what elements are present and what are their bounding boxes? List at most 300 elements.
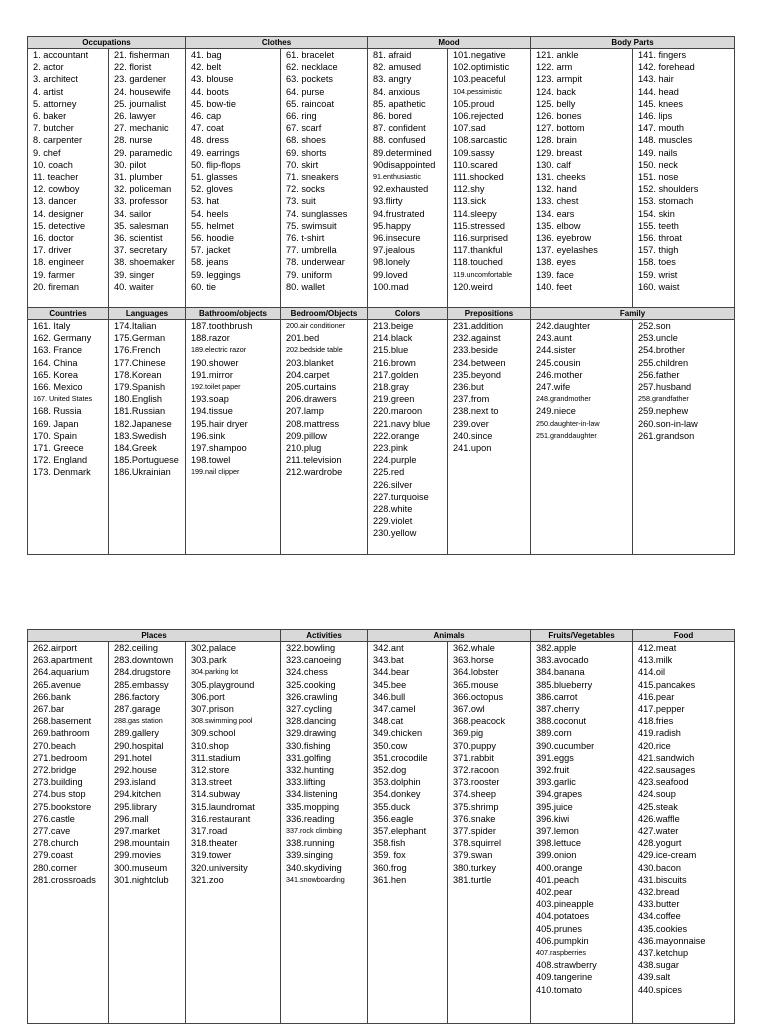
vocab-item: 179.Spanish	[114, 382, 166, 393]
vocab-item: 258.grandfather	[638, 394, 689, 404]
vocab-item: 200.air conditioner	[286, 321, 346, 330]
vocab-item: 58. jeans	[191, 257, 229, 268]
vocab-item: 403.pineapple	[536, 899, 594, 910]
vocab-item: 119.uncomfortable	[453, 269, 513, 279]
vocab-item: 91.enthusiastic	[373, 172, 421, 182]
vocab-item: 392.fruit	[536, 765, 570, 776]
vocab-item: 288.gas station	[114, 716, 163, 726]
vocab-item: 172. England	[33, 455, 88, 466]
vocab-item: 406.pumpkin	[536, 935, 589, 946]
vocab-item: 83. angry	[373, 74, 412, 85]
vocab-item: 376.snake	[453, 813, 496, 824]
vocab-item: 213.beige	[373, 321, 414, 331]
vocab-item: 11. teacher	[33, 172, 79, 183]
vocab-item: 1. accountant	[33, 50, 89, 60]
vocab-item: 250.daughter-in-law	[536, 418, 600, 428]
vocab-item: 2. actor	[33, 62, 64, 73]
vocab-item: 27. mechanic	[114, 123, 169, 134]
vocab-item: 141. fingers	[638, 50, 687, 60]
vocab-item: 373.rooster	[453, 777, 500, 788]
vocab-item: 375.shrimp	[453, 801, 499, 812]
vocab-item: 38. shoemaker	[114, 257, 175, 268]
vocab-item: 7. butcher	[33, 123, 74, 134]
vocab-item: 267.bar	[33, 704, 65, 715]
vocab-item: 234.between	[453, 357, 506, 368]
header-food: Food	[633, 630, 735, 642]
vocab-item: 374.sheep	[453, 789, 496, 800]
vocab-item: 170. Spain	[33, 430, 77, 441]
vocab-item: 251.granddaughter	[536, 430, 597, 440]
vocab-item: 401.peach	[536, 874, 579, 885]
header-countries: Countries	[28, 308, 109, 320]
vocab-item: 189.electric razor	[191, 345, 247, 355]
vocab-item: 227.turquoise	[373, 491, 429, 502]
vocab-item: 180.English	[114, 394, 163, 405]
vocab-item: 333.lifting	[286, 777, 326, 788]
vocab-item: 32. policeman	[114, 184, 172, 195]
vocab-item: 343.bat	[373, 655, 404, 666]
vocab-item: 108.sarcastic	[453, 135, 508, 146]
vocab-item: 113.sick	[453, 196, 487, 207]
vocab-item: 14. designer	[33, 208, 84, 219]
vocab-item: 303.park	[191, 655, 227, 666]
vocab-item: 254.brother	[638, 345, 686, 356]
vocab-item: 130. calf	[536, 159, 571, 170]
vocab-item: 249.niece	[536, 406, 576, 417]
vocab-item: 162. Germany	[33, 333, 92, 344]
vocab-item: 377.spider	[453, 826, 496, 837]
vocab-item: 149. nails	[638, 147, 678, 158]
vocab-item: 89.determined	[373, 147, 432, 158]
vocab-item: 395.juice	[536, 801, 573, 812]
vocab-item: 223.pink	[373, 443, 408, 454]
vocab-item: 440.spices	[638, 984, 682, 995]
vocab-item: 230.yellow	[373, 528, 417, 539]
vocab-item: 76. t-shirt	[286, 233, 325, 244]
vocab-item: 264.aquarium	[33, 667, 90, 678]
vocab-item: 148. muscles	[638, 135, 693, 146]
vocab-item: 173. Denmark	[33, 467, 91, 478]
vocab-item: 240.since	[453, 430, 493, 441]
vocab-item: 33. professor	[114, 196, 168, 207]
vocab-item: 51. glasses	[191, 172, 238, 183]
vocab-item: 214.black	[373, 333, 413, 344]
vocab-item: 287.garage	[114, 704, 161, 715]
vocab-item: 158. toes	[638, 257, 676, 268]
vocab-item: 144. head	[638, 86, 679, 97]
vocab-item: 167. United States	[33, 394, 93, 404]
vocab-item: 270.beach	[33, 740, 76, 751]
vocab-item: 356.eagle	[373, 813, 414, 824]
vocab-item: 112.shy	[453, 184, 485, 195]
vocab-item: 168. Russia	[33, 406, 82, 417]
vocab-item: 281.crossroads	[33, 874, 96, 885]
vocab-item: 24. housewife	[114, 86, 171, 97]
vocab-item: 260.son-in-law	[638, 418, 698, 429]
vocab-item: 34. sailor	[114, 208, 152, 219]
vocab-item: 266.bank	[33, 691, 71, 702]
vocab-item: 42. belt	[191, 62, 222, 73]
bedroom-objects-col	[281, 320, 368, 555]
vocab-item: 193.soap	[191, 394, 229, 405]
vocab-item: 308.swimming pool	[191, 716, 253, 726]
vocab-item: 289.gallery	[114, 728, 159, 739]
vocab-item: 104.pessimistic	[453, 86, 503, 96]
vocab-item: 282.ceiling	[114, 643, 158, 653]
vocab-item: 74. sunglasses	[286, 208, 348, 219]
vocab-item: 221.navy blue	[373, 418, 431, 429]
header-body-parts: Body Parts	[531, 37, 735, 49]
vocab-item: 299.movies	[114, 850, 161, 861]
vocab-item: 100.mad	[373, 281, 409, 292]
vocab-item: 225.red	[373, 467, 405, 478]
vocab-item: 368.peacock	[453, 716, 506, 727]
vocab-item: 105.proud	[453, 98, 495, 109]
vocab-item: 80. wallet	[286, 281, 325, 292]
header-animals: Animals	[368, 630, 531, 642]
vocab-item: 23. gardener	[114, 74, 167, 85]
vocab-item: 16. doctor	[33, 233, 74, 244]
vocab-item: 386.carrot	[536, 691, 578, 702]
languages-col	[109, 320, 186, 555]
vocab-item: 102.optimistic	[453, 62, 510, 73]
places-col-3	[186, 642, 281, 1024]
vocab-item: 111.shocked	[453, 172, 504, 183]
vocab-item: 231.addition	[453, 321, 504, 331]
vocab-item: 278.church	[33, 838, 79, 849]
vocab-item: 262.airport	[33, 643, 77, 653]
vocab-item: 391.eggs	[536, 752, 574, 763]
vocab-item: 279.coast	[33, 850, 73, 861]
vocab-item: 134. ears	[536, 208, 575, 219]
vocab-item: 334.listening	[286, 789, 338, 800]
vocab-item: 238.next to	[453, 406, 499, 417]
vocab-item: 183.Swedish	[114, 430, 167, 441]
vocab-item: 169. Japan	[33, 418, 79, 429]
vocab-item: 120.weird	[453, 281, 493, 292]
vocab-item: 247.wife	[536, 382, 571, 393]
vocab-item: 358.fish	[373, 838, 406, 849]
vocab-item: 236.but	[453, 382, 484, 393]
vocab-item: 29. paramedic	[114, 147, 173, 158]
vocab-item: 190.shower	[191, 357, 239, 368]
vocab-item: 252.son	[638, 321, 671, 331]
vocab-item: 229.violet	[373, 516, 413, 527]
vocab-item: 346.bull	[373, 691, 406, 702]
vocab-item: 324.chess	[286, 667, 328, 678]
vocab-item: 182.Japanese	[114, 418, 172, 429]
header-fruits-vegetables: Fruits/Vegetables	[531, 630, 633, 642]
vocab-item: 92.exhausted	[373, 184, 429, 195]
animals-col-2	[448, 642, 531, 1024]
vocab-item: 242.daughter	[536, 321, 591, 331]
vocab-item: 393.garlic	[536, 777, 576, 788]
vocab-item: 220.maroon	[373, 406, 423, 417]
vocab-item: 177.Chinese	[114, 357, 166, 368]
mood-col-1	[368, 49, 448, 308]
vocab-item: 413.milk	[638, 655, 673, 666]
vocab-item: 69. shorts	[286, 147, 327, 158]
vocab-item: 202.bedside table	[286, 345, 343, 355]
vocab-item: 160. waist	[638, 281, 680, 292]
vocab-item: 330.fishing	[286, 740, 331, 751]
vocab-item: 317.road	[191, 826, 228, 837]
vocab-item: 437.ketchup	[638, 948, 689, 959]
vocab-item: 48. dress	[191, 135, 229, 146]
vocab-item: 53. hat	[191, 196, 220, 207]
vocab-item: 397.lemon	[536, 826, 579, 837]
vocab-item: 28. nurse	[114, 135, 153, 146]
vocab-item: 283.downtown	[114, 655, 174, 666]
vocab-item: 338.running	[286, 838, 335, 849]
vocab-item: 10. coach	[33, 159, 73, 170]
vocab-item: 314.subway	[191, 789, 241, 800]
vocab-item: 294.kitchen	[114, 789, 161, 800]
vocab-item: 316.restaurant	[191, 813, 251, 824]
vocab-item: 142. forehead	[638, 62, 695, 73]
vocab-item: 301.nightclub	[114, 874, 169, 885]
vocab-item: 163. France	[33, 345, 83, 356]
vocab-item: 428.yogurt	[638, 838, 682, 849]
vocab-item: 325.cooking	[286, 679, 336, 690]
vocab-item: 355.duck	[373, 801, 411, 812]
vocab-item: 222.orange	[373, 430, 420, 441]
vocab-item: 185.Portuguese	[114, 455, 179, 466]
vocab-item: 421.sandwich	[638, 752, 695, 763]
vocab-item: 139. face	[536, 269, 574, 280]
vocab-item: 143. hair	[638, 74, 674, 85]
vocab-item: 438.sugar	[638, 960, 679, 971]
vocab-item: 90disappointed	[373, 159, 436, 170]
vocab-item: 335.mopping	[286, 801, 340, 812]
vocab-item: 404.potatoes	[536, 911, 590, 922]
vocab-item: 239.over	[453, 418, 489, 429]
vocab-item: 186.Ukrainian	[114, 467, 171, 478]
vocab-item: 390.cucumber	[536, 740, 595, 751]
vocab-item: 273.building	[33, 777, 83, 788]
vocab-item: 322.bowling	[286, 643, 336, 653]
vocab-item: 396.kiwi	[536, 813, 570, 824]
vocab-item: 155. teeth	[638, 220, 679, 231]
vocab-item: 52. gloves	[191, 184, 233, 195]
vocab-item: 25. journalist	[114, 98, 167, 109]
vocab-item: 402.pear	[536, 887, 573, 898]
family-col-2	[633, 320, 735, 555]
vocab-item: 61. bracelet	[286, 50, 335, 60]
vocab-item: 387.cherry	[536, 704, 580, 715]
vocab-item: 147. mouth	[638, 123, 685, 134]
vocab-item: 30. pilot	[114, 159, 147, 170]
vocab-item: 302.palace	[191, 643, 236, 653]
vocab-item: 304.parking lot	[191, 667, 239, 677]
vocab-item: 132. hand	[536, 184, 577, 195]
vocab-item: 86. bored	[373, 111, 412, 122]
vocab-item: 181.Russian	[114, 406, 166, 417]
vocab-item: 369.pig	[453, 728, 484, 739]
vocab-item: 381.turtle	[453, 874, 492, 885]
vocab-item: 422.sausages	[638, 765, 696, 776]
vocab-item: 43. blouse	[191, 74, 234, 85]
vocab-item: 72. socks	[286, 184, 325, 195]
vocab-item: 425.steak	[638, 801, 678, 812]
vocab-item: 171. Greece	[33, 443, 84, 454]
vocab-item: 235.beyond	[453, 369, 502, 380]
vocab-item: 6. baker	[33, 111, 67, 122]
vocab-item: 323.canoeing	[286, 655, 342, 666]
vocab-item: 439.salt	[638, 972, 671, 983]
vocab-item: 31. plumber	[114, 172, 163, 183]
vocab-item: 176.French	[114, 345, 161, 356]
vocab-item: 153. stomach	[638, 196, 694, 207]
vocab-item: 431.biscuits	[638, 874, 687, 885]
vocab-item: 128. brain	[536, 135, 577, 146]
header-family: Family	[531, 308, 735, 320]
vocab-item: 408.strawberry	[536, 960, 597, 971]
vocab-item: 274.bus stop	[33, 789, 86, 800]
vocab-item: 436.mayonnaise	[638, 935, 706, 946]
body-parts-col-1	[531, 49, 633, 308]
vocab-item: 174.Italian	[114, 321, 157, 331]
vocab-item: 257.husband	[638, 382, 692, 393]
vocab-item: 54. heels	[191, 208, 229, 219]
vocab-item: 95.happy	[373, 220, 411, 231]
vocab-item: 263.apartment	[33, 655, 93, 666]
header-mood: Mood	[368, 37, 531, 49]
vocab-item: 352.dog	[373, 765, 407, 776]
vocab-item: 117.thankful	[453, 245, 503, 256]
colors-col	[368, 320, 448, 555]
vocab-item: 70. skirt	[286, 159, 319, 170]
vocab-item: 277.cave	[33, 826, 71, 837]
vocab-item: 394.grapes	[536, 789, 582, 800]
vocab-item: 73. suit	[286, 196, 316, 207]
vocab-item: 217.golden	[373, 369, 419, 380]
vocab-item: 36. scientist	[114, 233, 163, 244]
vocab-item: 126. bones	[536, 111, 582, 122]
vocab-item: 124. back	[536, 86, 576, 97]
vocab-item: 432.bread	[638, 887, 680, 898]
vocab-item: 125. belly	[536, 98, 576, 109]
vocab-item: 47. coat	[191, 123, 224, 134]
vocab-item: 243.aunt	[536, 333, 572, 344]
vocab-item: 201.bed	[286, 333, 320, 344]
vocab-item: 197.shampoo	[191, 443, 247, 454]
vocab-item: 64. purse	[286, 86, 325, 97]
vocab-item: 150. neck	[638, 159, 678, 170]
vocab-item: 318.theater	[191, 838, 238, 849]
vocab-item: 161. Italy	[33, 321, 71, 331]
vocab-item: 291.hotel	[114, 752, 152, 763]
vocab-item: 57. jacket	[191, 245, 231, 256]
vocab-item: 188.razor	[191, 333, 230, 344]
vocab-item: 22. florist	[114, 62, 152, 73]
body-parts-col-2	[633, 49, 735, 308]
vocab-item: 295.library	[114, 801, 157, 812]
vocab-item: 245.cousin	[536, 357, 581, 368]
vocab-item: 389.corn	[536, 728, 572, 739]
vocab-item: 146. lips	[638, 111, 673, 122]
clothes-col-1	[186, 49, 281, 308]
vocab-item: 110.scared	[453, 159, 498, 170]
vocab-item: 135. elbow	[536, 220, 581, 231]
occupations-col-1	[28, 49, 109, 308]
vocab-item: 284.drugstore	[114, 667, 171, 678]
vocab-item: 298.mountain	[114, 838, 170, 849]
vocab-item: 115.stressed	[453, 220, 505, 231]
vocab-item: 329.drawing	[286, 728, 337, 739]
vocab-item: 292.house	[114, 765, 157, 776]
vocab-item: 434.coffee	[638, 911, 681, 922]
vocab-item: 345.bee	[373, 679, 407, 690]
vocab-item: 46. cap	[191, 111, 222, 122]
vocab-item: 399.onion	[536, 850, 577, 861]
vocab-item: 275.bookstore	[33, 801, 92, 812]
vocab-item: 272.bridge	[33, 765, 77, 776]
vocab-item: 21. fisherman	[114, 50, 170, 60]
vocab-item: 93.flirty	[373, 196, 403, 207]
header-prepositions: Prepositions	[448, 308, 531, 320]
vocab-item: 123. armpit	[536, 74, 582, 85]
vocab-item: 114.sleepy	[453, 208, 497, 219]
header-occupations: Occupations	[28, 37, 186, 49]
vocab-item: 55. helmet	[191, 220, 234, 231]
vocab-item: 85. apathetic	[373, 98, 426, 109]
vocab-item: 384.banana	[536, 667, 585, 678]
vocab-item: 315.laundromat	[191, 801, 255, 812]
header-clothes: Clothes	[186, 37, 368, 49]
vocab-item: 350.cow	[373, 740, 408, 751]
vocab-item: 41. bag	[191, 50, 222, 60]
vocab-item: 380.turkey	[453, 862, 496, 873]
vocab-item: 320.university	[191, 862, 248, 873]
vocab-item: 103.peaceful	[453, 74, 506, 85]
vocab-item: 359. fox	[373, 850, 406, 861]
vocab-item: 39. singer	[114, 269, 155, 280]
vocab-item: 354.donkey	[373, 789, 421, 800]
vocab-item: 348.cat	[373, 716, 404, 727]
vocab-item: 244.sister	[536, 345, 576, 356]
vocab-item: 429.ice-cream	[638, 850, 697, 861]
vocab-item: 18. engineer	[33, 257, 85, 268]
vocab-item: 184.Greek	[114, 443, 157, 454]
vocab-item: 362.whale	[453, 643, 495, 653]
vocab-item: 191.mirror	[191, 369, 233, 380]
vocab-item: 366.octopus	[453, 691, 504, 702]
vocab-item: 63. pockets	[286, 74, 334, 85]
vocab-item: 349.chicken	[373, 728, 423, 739]
vocab-item: 371.rabbit	[453, 752, 494, 763]
vocab-item: 313.street	[191, 777, 232, 788]
family-col-1	[531, 320, 633, 555]
vocab-item: 122. arm	[536, 62, 573, 73]
vocab-item: 196.sink	[191, 430, 226, 441]
vocab-item: 321.zoo	[191, 874, 224, 885]
vocab-item: 178.Korean	[114, 369, 162, 380]
vocab-item: 296.mall	[114, 813, 149, 824]
vocab-item: 13. dancer	[33, 196, 77, 207]
vocab-item: 19. farmer	[33, 269, 75, 280]
vocab-item: 50. flip-flops	[191, 159, 241, 170]
vocab-item: 156. throat	[638, 233, 682, 244]
vocab-item: 410.tomato	[536, 984, 582, 995]
vocab-item: 363.horse	[453, 655, 494, 666]
vocab-item: 367.owl	[453, 704, 485, 715]
vocab-item: 361.hen	[373, 874, 407, 885]
vocab-item: 49. earrings	[191, 147, 240, 158]
vocab-item: 56. hoodie	[191, 233, 234, 244]
vocab-item: 164. China	[33, 357, 78, 368]
vocab-item: 194.tissue	[191, 406, 233, 417]
